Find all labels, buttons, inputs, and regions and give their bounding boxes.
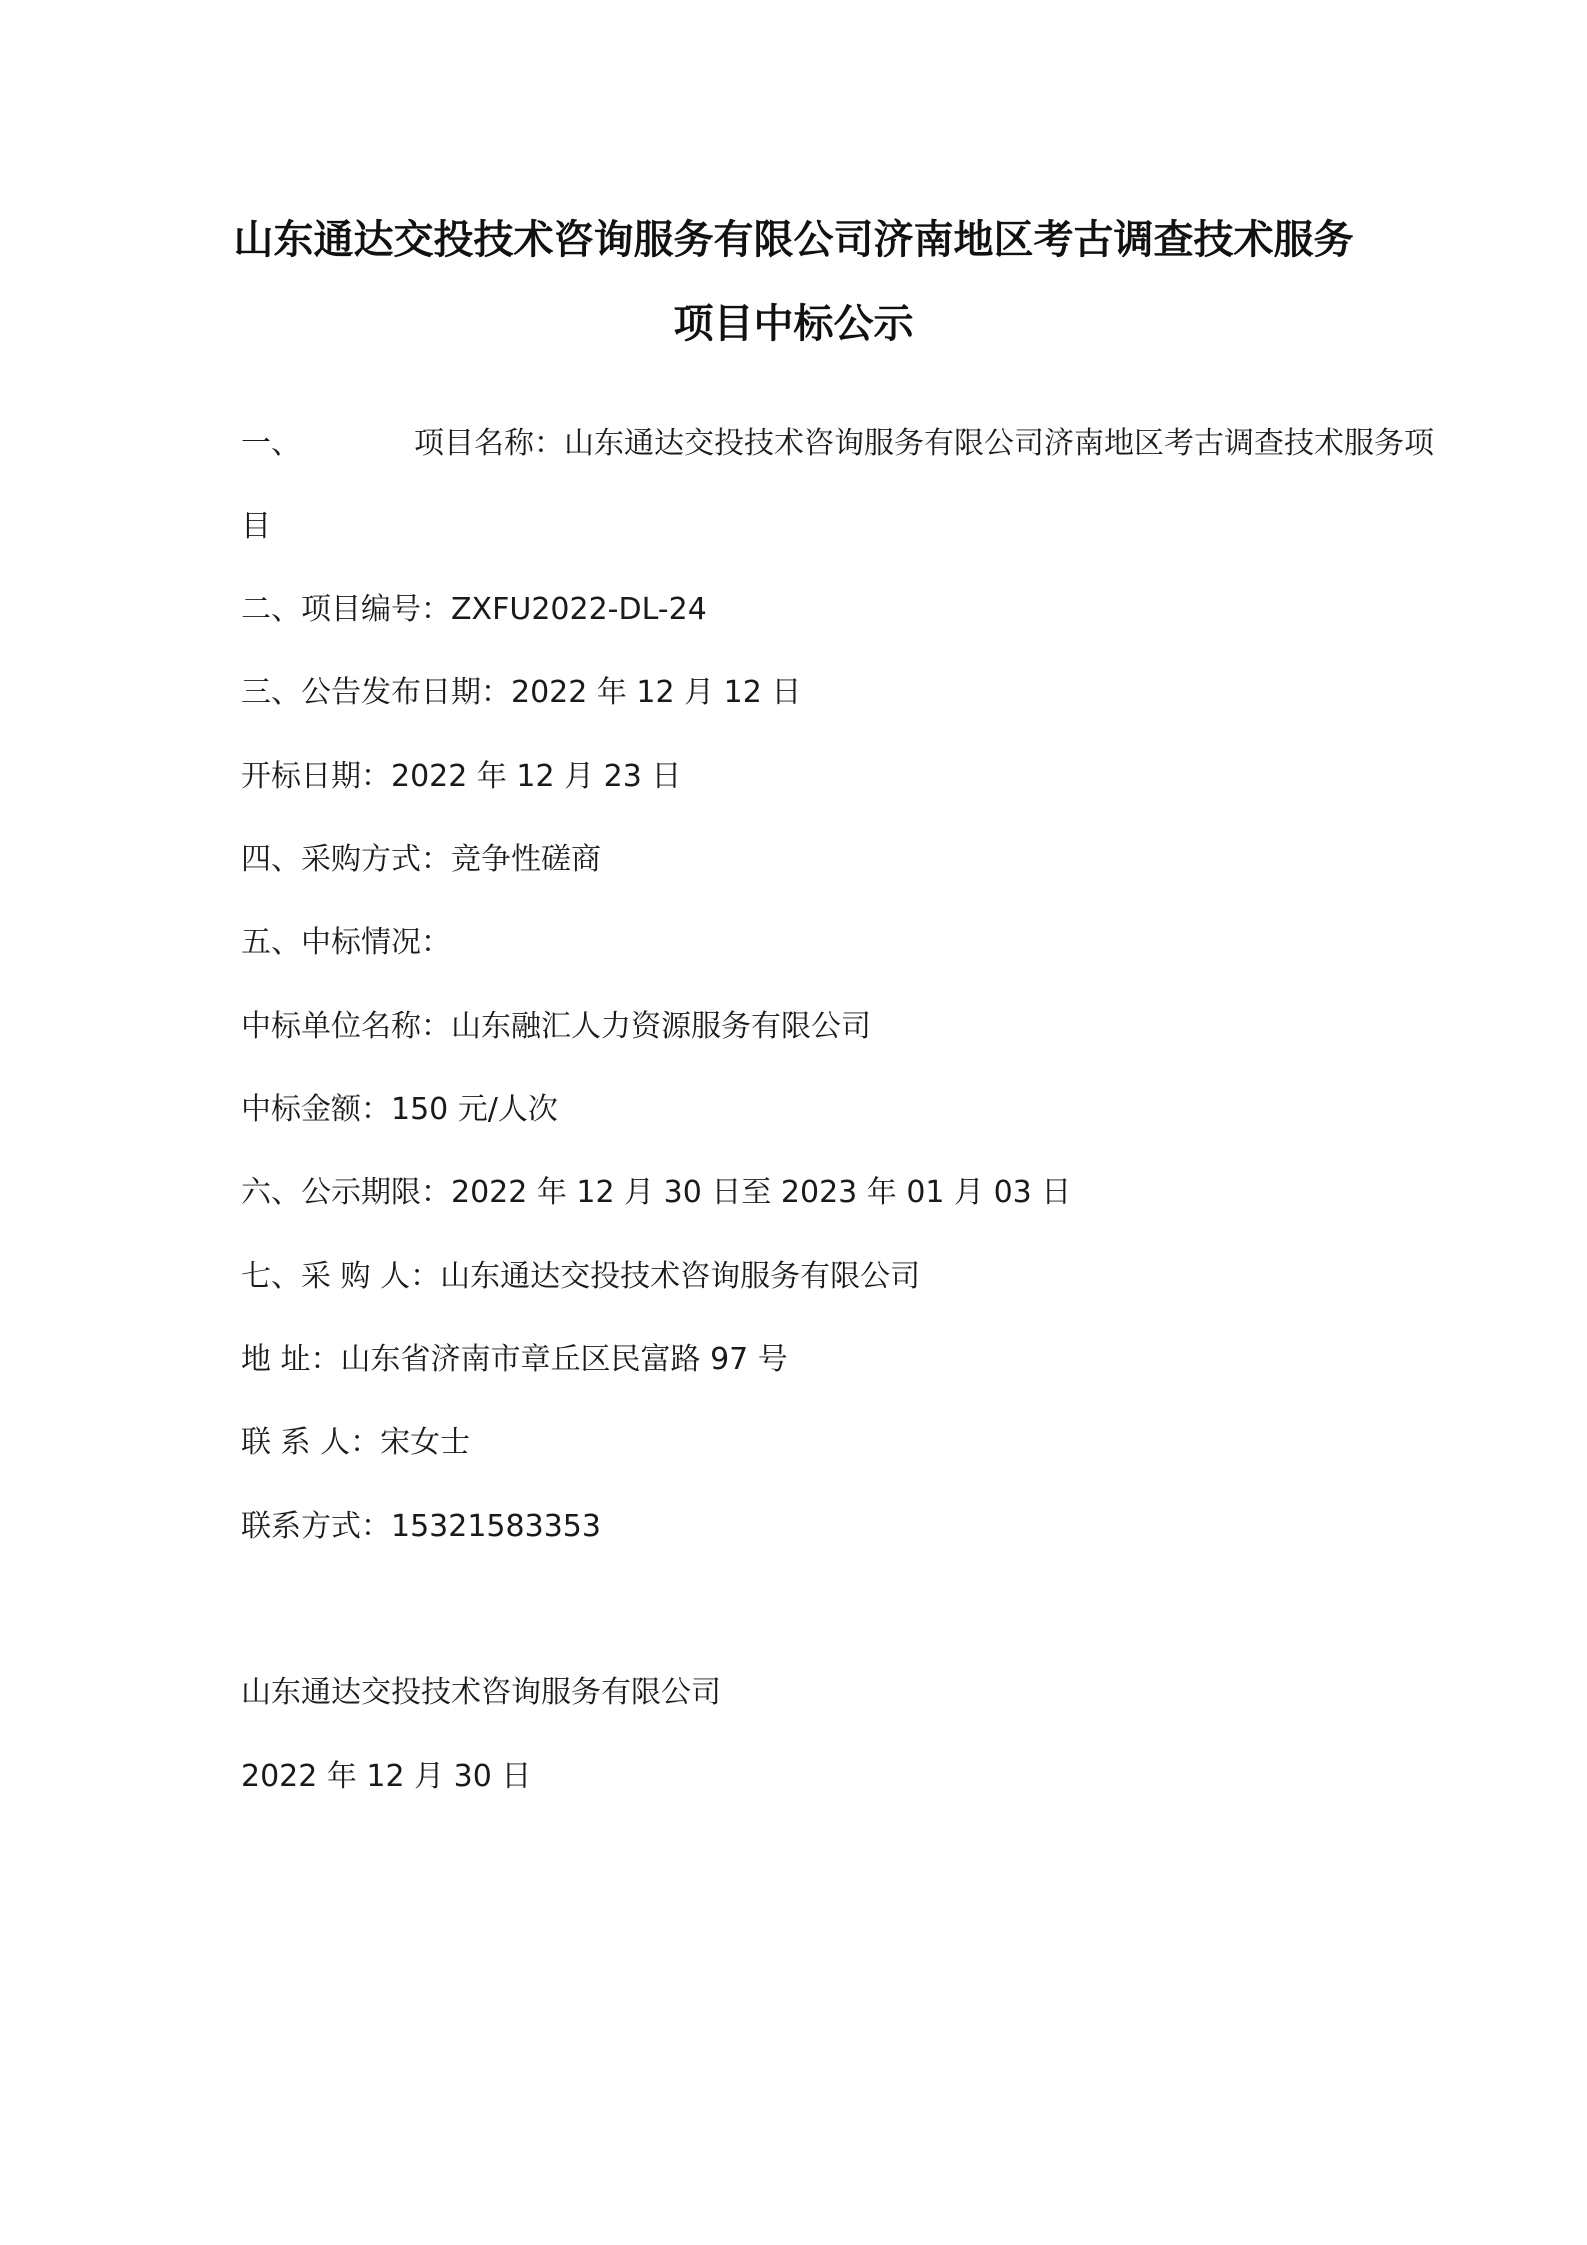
announcement-date-line: 三、公告发布日期：2022 年 12 月 12 日 [241,675,802,710]
project-number-line: 二、项目编号：ZXFU2022-DL-24 [241,592,707,627]
bid-opening-date-line: 开标日期：2022 年 12 月 23 日 [241,759,682,794]
document-title-line-1: 山东通达交投技术咨询服务有限公司济南地区考古调查技术服务 [233,217,1354,263]
contact-phone-line: 联系方式：15321583353 [241,1509,601,1544]
project-name-text: 项目名称：山东通达交投技术咨询服务有限公司济南地区考古调查技术服务项 [414,426,1434,461]
signature-company: 山东通达交投技术咨询服务有限公司 [241,1675,721,1710]
document-title-line-2: 项目中标公示 [673,301,914,347]
project-name-number: 一、 [241,426,301,461]
winning-bidder-line: 中标单位名称：山东融汇人力资源服务有限公司 [241,1009,871,1044]
award-status-heading: 五、中标情况： [241,925,451,960]
project-name-continuation: 目 [241,509,271,544]
address-line: 地 址：山东省济南市章丘区民富路 97 号 [241,1342,788,1377]
purchaser-line: 七、采 购 人：山东通达交投技术咨询服务有限公司 [241,1259,921,1294]
signature-date: 2022 年 12 月 30 日 [241,1759,532,1794]
contact-person-line: 联 系 人：宋女士 [241,1425,471,1460]
project-name-line [241,424,1434,464]
procurement-method-line: 四、采购方式：竞争性磋商 [241,842,601,877]
publicity-period-line: 六、公示期限：2022 年 12 月 30 日至 2023 年 01 月 03 日 [241,1175,1072,1210]
winning-amount-line: 中标金额：150 元/人次 [241,1092,558,1127]
